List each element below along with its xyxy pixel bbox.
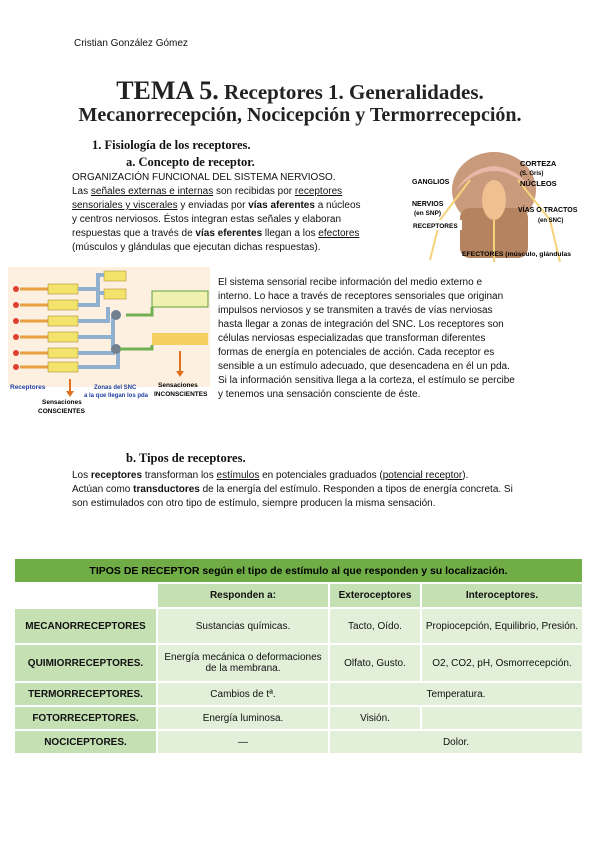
- para-line: ORGANIZACIÓN FUNCIONAL DEL SISTEMA NERVIOSO.: [72, 172, 336, 183]
- label-efectores: EFECTORES (músculo, glándulas: [462, 251, 572, 258]
- col-header-responden: Responden a:: [157, 583, 329, 608]
- table-row: [14, 706, 583, 730]
- row-label: FOTORRECEPTORES.: [14, 706, 157, 730]
- title-rest: Receptores 1. Generalidades.: [224, 80, 484, 104]
- label-zonas-snc-2: a la que llegan los pda: [84, 393, 149, 399]
- sensory-pathway-diagram: [8, 267, 210, 417]
- label-sens-conscientes-2: CONSCIENTES: [38, 408, 85, 415]
- paragraph-organizacion: [72, 171, 404, 255]
- label-nervios: NERVIOS: [412, 201, 444, 208]
- cell-intero: Propiocepción, Equilibrio, Presión.: [421, 608, 583, 644]
- para-line: Las señales externas e internas son recibidas por receptores: [72, 186, 343, 197]
- label-ganglios: GANGLIOS: [412, 179, 450, 186]
- row-label: QUIMIORRECEPTORES.: [14, 644, 157, 682]
- receptor-types-table: [13, 557, 584, 755]
- cell-responden: Sustancias químicas.: [157, 608, 329, 644]
- label-zonas-snc: Zonas del SNC: [94, 385, 137, 391]
- cell-intero: O2, CO2, pH, Osmorrecepción.: [421, 644, 583, 682]
- cell-extero: Olfato, Gusto.: [329, 644, 421, 682]
- cerebellum-node: [111, 344, 121, 354]
- page-title-line1: [0, 76, 600, 106]
- propioceptores-box: [152, 333, 208, 345]
- subsection-a-heading: a. Concepto de receptor.: [126, 155, 255, 169]
- author-name: Cristian González Gómez: [74, 38, 188, 49]
- subsection-b-heading: b. Tipos de receptores.: [126, 451, 246, 465]
- para-line: sensoriales y viscerales y enviadas por vías aferentes a núcleos: [72, 200, 361, 211]
- table-title: TIPOS DE RECEPTOR según el tipo de estímulo al que responden y su localización.: [14, 558, 583, 583]
- label-vias: VÍAS O TRACTOS: [518, 207, 578, 214]
- row-label: TERMORRECEPTORES.: [14, 682, 157, 706]
- label-sens-conscientes-1: Sensaciones: [42, 399, 82, 406]
- tema-number: TEMA 5.: [116, 76, 219, 105]
- cell-responden: Energía mecánica o deformaciones de la membrana.: [157, 644, 329, 682]
- cell-responden: Energía luminosa.: [157, 706, 329, 730]
- label-nervios-sub: (en SNP): [414, 210, 442, 217]
- para-line: y centros nerviosos. Éstos integran estas señales y elaboran: [72, 214, 342, 225]
- label-sens-inconscientes-2: INCONSCIENTES: [154, 391, 208, 398]
- row-label: NOCICEPTORES.: [14, 730, 157, 754]
- cell-extero: Visión.: [329, 706, 421, 730]
- brainstem: [482, 180, 506, 220]
- table-row: [14, 608, 583, 644]
- para-line: (músculos y glándulas que ejecutan dichas respuestas).: [72, 242, 321, 253]
- label-receptores: RECEPTORES: [413, 223, 458, 230]
- paragraph-tipos-receptores: Los receptores transforman los estímulos en potenciales graduados (potencial receptor). Actúan como transductores de la energía del estímulo. Responden a tipos de energía concreta. Si son estimulados con otro tipo de estímulo, siempre producen la misma sensación.: [72, 470, 513, 509]
- nervous-system-anatomy-figure: [410, 150, 586, 268]
- section-heading: 1. Fisiología de los receptores.: [92, 138, 251, 152]
- label-nucleos: NÚCLEOS: [520, 179, 557, 188]
- col-header-interoceptores: Interoceptores.: [421, 583, 583, 608]
- arrowhead-conscientes: [66, 391, 74, 397]
- table-corner: [14, 583, 157, 608]
- para-line: respuestas que a través de vías eferentes llegan a los efectores: [72, 228, 360, 239]
- cell-responden: Cambios de tª.: [157, 682, 329, 706]
- table-row: [14, 730, 583, 754]
- label-corteza-sub: (S. Gris): [520, 171, 544, 177]
- label-vias-sub: (en SNC): [538, 218, 564, 224]
- paragraph-sistema-sensorial: El sistema sensorial recibe información del medio externo e interno. Lo hace a través de receptores sensoriales que originan impulsos nerviosos y se transmiten a través de vías nerviosas hasta llegar a zonas de integración del SNC. Los receptores son células nerviosas especializadas que transforman diferentes formas de energía en potenciales de acción. Cada receptor es sensible a un estímulo adecuado, que desencadena en él un pda. Si la información sensitiva llega a la corteza, el estímulo se percibe y tenemos una sensación consciente de éste.: [218, 277, 515, 400]
- consciente-box: [152, 291, 208, 307]
- cell-merged: Temperatura.: [329, 682, 583, 706]
- thalamus-node: [111, 310, 121, 320]
- col-header-exteroceptores: Exteroceptores: [329, 583, 421, 608]
- cell-extero: Tacto, Oído.: [329, 608, 421, 644]
- label-sens-inconscientes-1: Sensaciones: [158, 382, 198, 389]
- page-title-line2: Mecanorrecepción, Nocicepción y Termorrecepción.: [78, 104, 522, 126]
- cell-intero: [421, 706, 583, 730]
- label-corteza: CORTEZA: [520, 159, 557, 168]
- row-label: MECANORRECEPTORES: [14, 608, 157, 644]
- table-row: [14, 644, 583, 682]
- label-receptores: Receptores: [10, 384, 46, 391]
- cell-merged: Dolor.: [329, 730, 583, 754]
- cell-responden: —: [157, 730, 329, 754]
- table-row: [14, 682, 583, 706]
